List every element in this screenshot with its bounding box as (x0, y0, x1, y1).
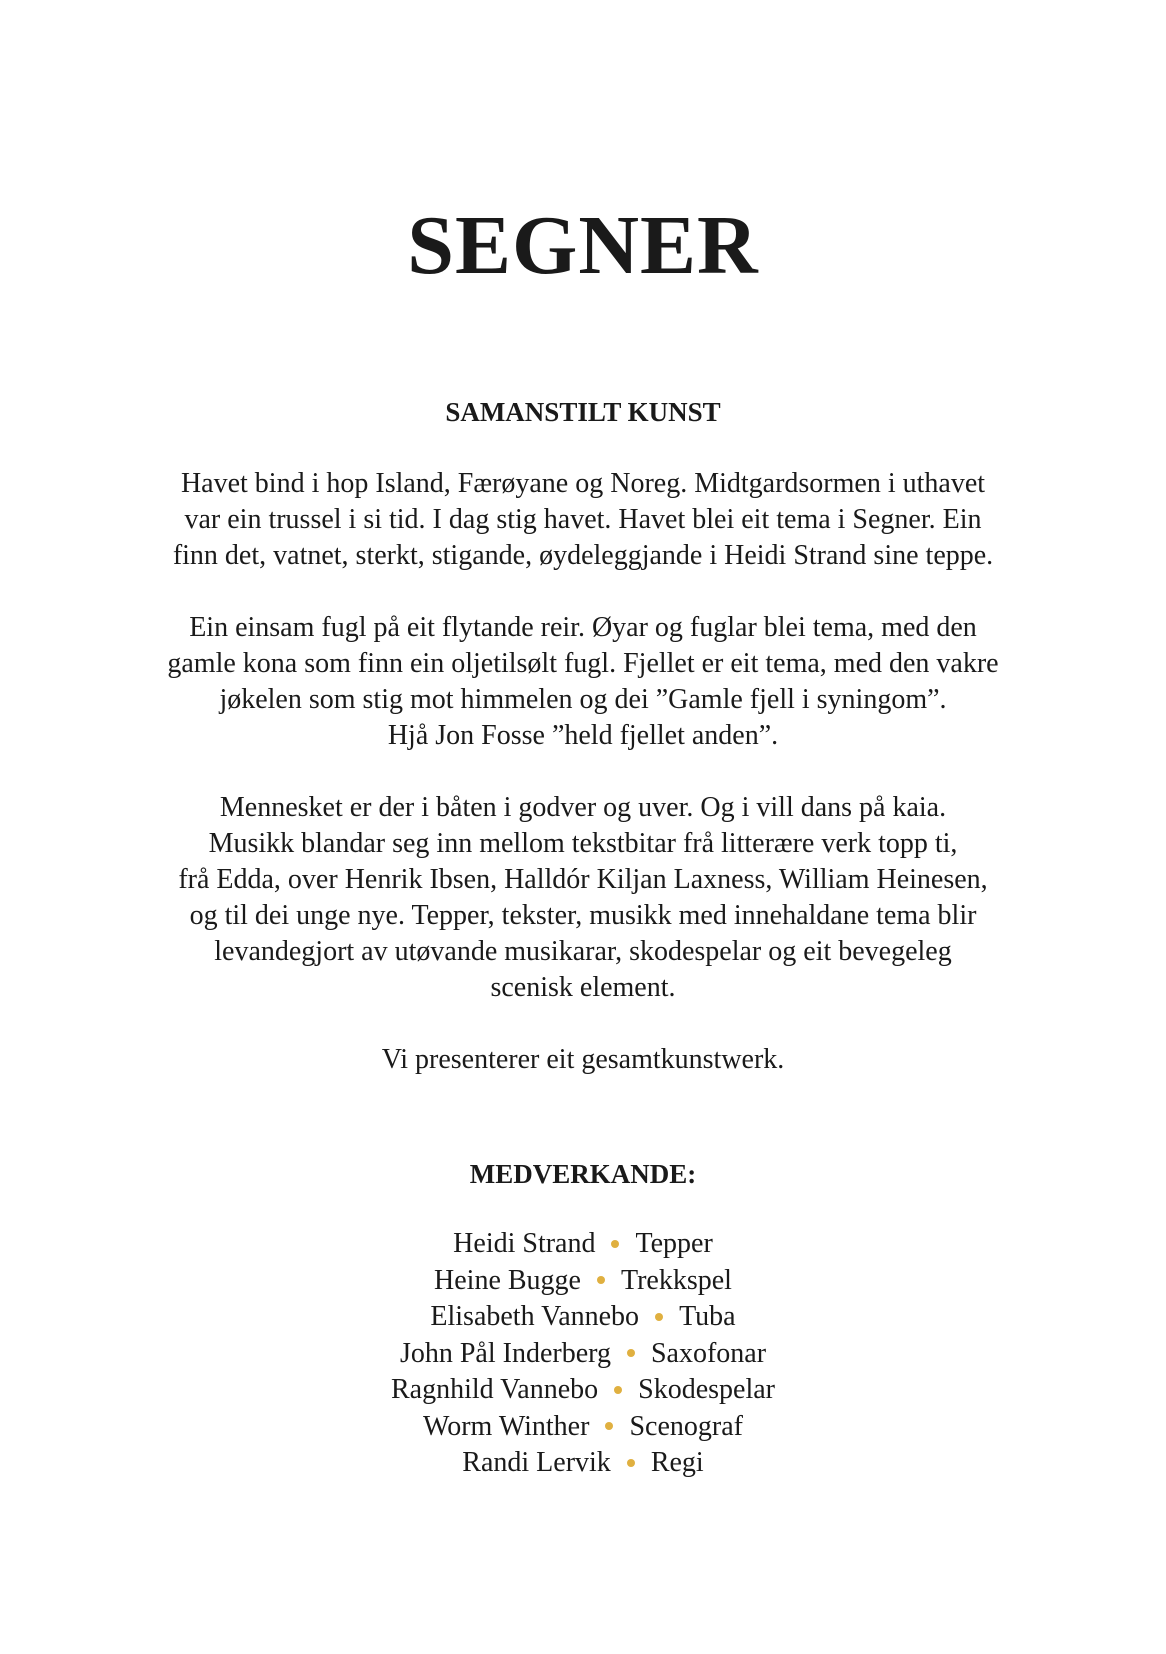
credit-row (0, 1263, 1166, 1300)
text-line: frå Edda, over Henrik Ibsen, Halldór Kiljan Laxness, William Heinesen, (178, 864, 988, 895)
credits-heading: MEDVERKANDE: (469, 1159, 697, 1189)
subtitle: SAMANSTILT KUNST (445, 397, 721, 427)
credit-name: Randi Lervik (462, 1447, 611, 1478)
credit-name: Elisabeth Vannebo (430, 1301, 640, 1332)
page-title: SEGNER (407, 199, 759, 292)
text-line: finn det, vatnet, sterkt, stigande, øydeleggjande i Heidi Strand sine teppe. (172, 540, 994, 571)
credit-name: Worm Winther (423, 1410, 590, 1442)
text-line: Mennesket er der i båten i godver og uver. Og i vill dans på kaia. (219, 792, 947, 823)
credit-role: Tuba (679, 1301, 736, 1332)
credits-list (0, 1226, 1166, 1482)
text-line: Havet bind i hop Island, Færøyane og Noreg. Midtgardsormen i uthavet (180, 468, 986, 499)
bullet-icon (655, 1313, 663, 1321)
text-line: jøkelen som stig mot himmelen og dei ”Gamle fjell i syningom”. (219, 684, 947, 715)
bullet-icon (611, 1240, 619, 1248)
body-text (90, 466, 1076, 1114)
credit-role: Trekkspel (620, 1264, 732, 1296)
credit-name: Ragnhild Vannebo (391, 1374, 599, 1405)
paragraph-3 (90, 790, 1076, 1006)
paragraph-4 (90, 1042, 1076, 1078)
bullet-icon (605, 1422, 613, 1430)
credit-name: Heidi Strand (453, 1228, 596, 1259)
text-line: scenisk element. (490, 972, 676, 1003)
credit-row (0, 1372, 1166, 1409)
text-line: levandegjort av utøvande musikarar, skodespelar og eit bevegeleg (214, 936, 952, 967)
text-line: Vi presenterer eit gesamtkunstwerk. (381, 1044, 785, 1075)
credit-role: Scenograf (629, 1410, 743, 1442)
credit-role: Regi (650, 1447, 704, 1478)
credit-name: John Pål Inderberg (399, 1337, 611, 1369)
text-line: og til dei unge nye. Tepper, tekster, musikk med innehaldane tema blir (189, 900, 977, 931)
credit-row (0, 1226, 1166, 1263)
paragraph-1 (90, 466, 1076, 574)
text-line: gamle kona som finn ein oljetilsølt fugl. Fjellet er eit tema, med den vakre (167, 648, 999, 679)
credit-row (0, 1336, 1166, 1373)
bullet-icon (597, 1276, 605, 1284)
credit-row (0, 1445, 1166, 1482)
credit-role: Skodespelar (638, 1374, 775, 1405)
paragraph-2 (90, 610, 1076, 754)
text-line: var ein trussel i si tid. I dag stig havet. Havet blei eit tema i Segner. Ein (184, 504, 982, 535)
credit-role: Saxofonar (650, 1337, 767, 1369)
credit-name: Heine Bugge (434, 1264, 581, 1296)
bullet-icon (614, 1386, 622, 1394)
bullet-icon (627, 1349, 635, 1357)
credit-row (0, 1409, 1166, 1446)
credit-row (0, 1299, 1166, 1336)
bullet-icon (627, 1459, 635, 1467)
credit-role: Tepper (635, 1228, 713, 1259)
text-line: Hjå Jon Fosse ”held fjellet anden”. (387, 720, 779, 751)
text-line: Ein einsam fugl på eit flytande reir. Øyar og fuglar blei tema, med den (189, 612, 977, 643)
text-line: Musikk blandar seg inn mellom tekstbitar frå litterære verk topp ti, (208, 828, 958, 859)
